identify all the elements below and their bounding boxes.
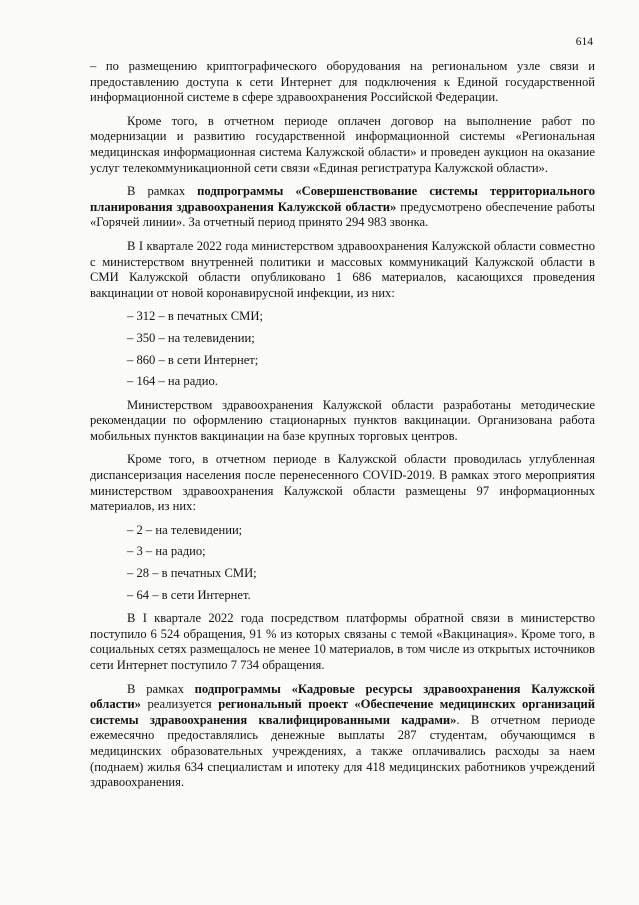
paragraph-personnel: [90, 682, 595, 791]
paragraph-vaccination-guidelines: Министерством здравоохранения Калужской области разработаны методические рекомендации по оформлению стационарных пунктов вакцинации. Организована работа мобильных пунктов вакцинации на базе крупных торговых центров.: [90, 397, 595, 443]
regional-project-title: региональный проект «Обеспечение медицинских организаций системы здравоохранения квалифицированными кадрами»: [90, 697, 595, 727]
list-item: – 28 – в печатных СМИ;: [127, 566, 257, 581]
list-item: – 350 – на телевидении;: [127, 330, 255, 345]
paragraph-feedback-platform: В I квартале 2022 года посредством платформы обратной связи в министерство поступило 6 524 обращения, 91 % из которых связаны с темой «Вакцинация». Кроме того, в социальных сетях размещалось не менее 10 материалов, в том числе из открытых источников сети Интернет поступило 7 734 обращения.: [90, 611, 595, 672]
paragraph-hotline: [90, 184, 595, 231]
list-item: – 64 – в сети Интернет.: [127, 587, 251, 602]
paragraph-crypto-equipment: – по размещению криптографического оборудования на региональном узле связи и предоставлению доступа к сети Интернет для подключения к Единой государственной информационной системе в сфере здравоохранения Российской Федерации.: [90, 59, 595, 105]
list-item: – 164 – на радио.: [127, 374, 218, 389]
text-run: предусмотрено обеспечение работы «Горячей линии». За отчетный период принято 294 983 звонка.: [90, 199, 595, 230]
subprogram-title: подпрограммы «Кадровые ресурсы здравоохранения Калужской области»: [90, 681, 595, 712]
subprogram-title: подпрограммы «Совершенствование системы территориального планирования здравоохранения Калужской области»: [90, 184, 595, 214]
page-number: 614: [575, 36, 593, 48]
list-item: – 860 – в сети Интернет;: [127, 352, 259, 367]
list-item: – 2 – на телевидении;: [127, 522, 243, 537]
paragraph-dispensary: Кроме того, в отчетном периоде в Калужской области проводилась углубленная диспансеризация населения после перенесенного COVID-2019. В рамках этого мероприятия министерством здравоохранения Калужской области размещены 97 информационных материалов, из них:: [90, 452, 595, 514]
paragraph-media-materials: В I квартале 2022 года министерством здравоохранения Калужской области совместно с министерством внутренней политики и массовых коммуникаций Калужской области в СМИ Калужской области опубликовано 1 686 материалов, касающихся проведения вакцинации от новой коронавирусной инфекции, из них:: [90, 238, 595, 300]
document-body: [90, 59, 595, 799]
paragraph-gis-modernization: Кроме того, в отчетном периоде оплачен договор на выполнение работ по модернизации и развитию государственной информационной системы «Региональная медицинская информационная система Калужской области» и проведен аукцион на оказание услуг телекоммуникационной сети связи «Единая регистратура Калужской области».: [90, 113, 595, 175]
text-run: . В отчетном периоде ежемесячно предоставлялись денежные выплаты 287 студентам, обучающимся в медицинских образовательных учреждениях, а также оплачивались расходы за наем (поднаем) жилья 634 специалистам и ипотеку для 418 медицинских работников учреждений здравоохранения.: [90, 712, 595, 790]
list-item: – 312 – в печатных СМИ;: [127, 309, 263, 324]
list-item: – 3 – на радио;: [127, 544, 206, 559]
text-run: реализуется: [140, 697, 219, 712]
text-run: В рамках: [127, 184, 198, 199]
text-run: В рамках: [127, 681, 195, 696]
